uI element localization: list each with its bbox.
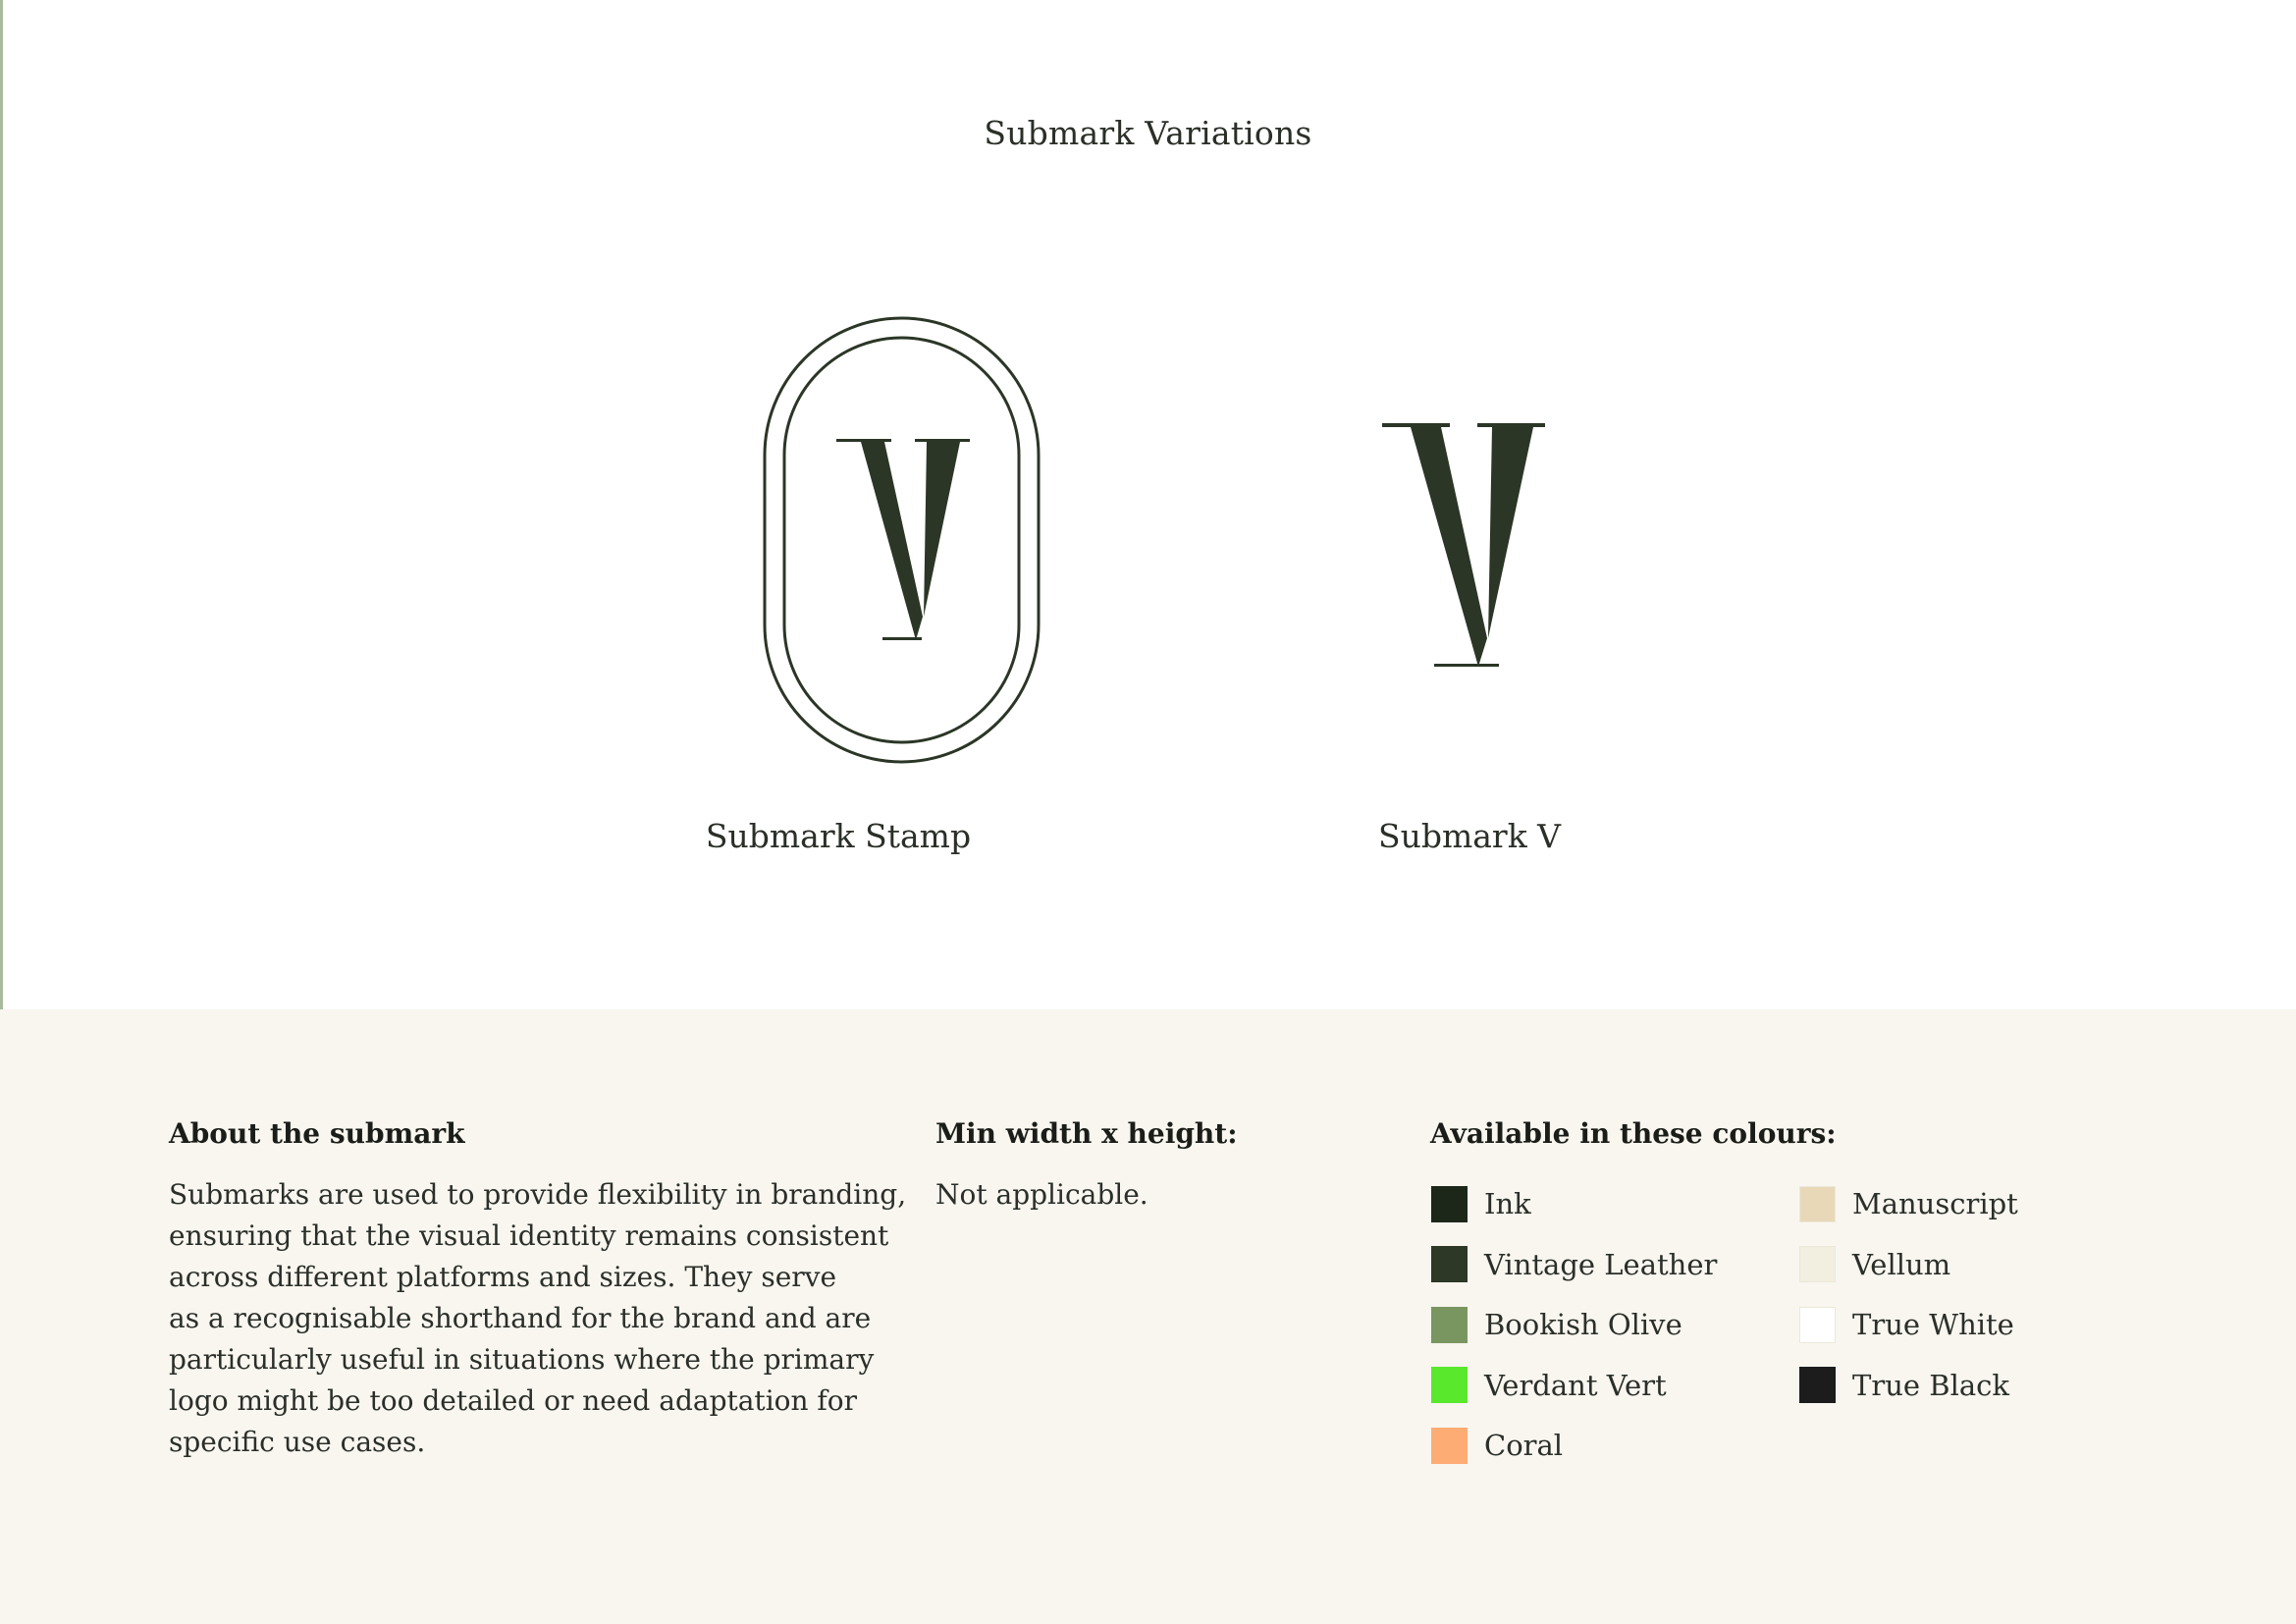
about-line: particularly useful in situations where the primary (169, 1343, 875, 1376)
colour-name: Vintage Leather (1484, 1247, 1718, 1281)
colours-heading: Available in these colours: (1430, 1117, 1837, 1150)
colour-name: Bookish Olive (1484, 1308, 1682, 1341)
colour-swatch (1431, 1186, 1468, 1222)
colour-item-vintage-leather (1431, 1246, 1717, 1283)
colour-list-secondary (1799, 1185, 2018, 1427)
colour-swatch (1799, 1246, 1836, 1282)
colour-item-ink (1431, 1185, 1717, 1222)
about-line: logo might be too detailed or need adaptation for (169, 1384, 858, 1417)
submark-stamp-caption: Submark Stamp (705, 817, 972, 855)
colour-item-manuscript (1799, 1185, 2018, 1222)
colour-item-bookish-olive (1431, 1306, 1717, 1343)
submark-stamp-logo (763, 316, 1041, 764)
about-line: ensuring that the visual identity remains consistent (169, 1219, 889, 1252)
min-size-value: Not applicable. (935, 1178, 1148, 1211)
about-line: as a recognisable shorthand for the brand and are (169, 1302, 872, 1334)
colour-swatch (1431, 1428, 1468, 1464)
colour-name: Coral (1484, 1429, 1564, 1462)
about-line: specific use cases. (169, 1426, 426, 1458)
about-line: across different platforms and sizes. They serve (169, 1261, 837, 1293)
colour-item-coral (1431, 1427, 1717, 1464)
about-body (169, 1174, 907, 1463)
colour-item-true-white (1799, 1306, 2018, 1343)
colour-name: True White (1852, 1308, 2014, 1341)
colour-name: Verdant Vert (1484, 1368, 1667, 1402)
colour-swatch (1799, 1367, 1836, 1403)
submark-letter-v (1382, 423, 1545, 667)
submark-v-logo (1379, 419, 1548, 671)
colour-item-true-black (1799, 1367, 2018, 1404)
colour-swatch (1431, 1246, 1468, 1282)
colour-swatch (1799, 1186, 1836, 1222)
colour-name: True Black (1852, 1368, 2009, 1402)
colour-swatch (1431, 1307, 1468, 1343)
colour-name: Manuscript (1852, 1187, 2018, 1220)
colour-name: Vellum (1852, 1247, 1951, 1281)
about-heading: About the submark (169, 1117, 465, 1150)
min-size-heading: Min width x height: (935, 1117, 1238, 1150)
stamp-letter-v (836, 439, 970, 640)
page-title: Submark Variations (984, 114, 1312, 152)
colour-list-primary (1431, 1185, 1717, 1488)
submark-v-caption: Submark V (1377, 817, 1562, 855)
colour-swatch (1431, 1367, 1468, 1403)
colour-item-verdant-vert (1431, 1367, 1717, 1404)
colour-item-vellum (1799, 1246, 2018, 1283)
colour-swatch (1799, 1307, 1836, 1343)
colour-name: Ink (1484, 1187, 1531, 1220)
about-line: Submarks are used to provide flexibility in branding, (169, 1178, 907, 1211)
